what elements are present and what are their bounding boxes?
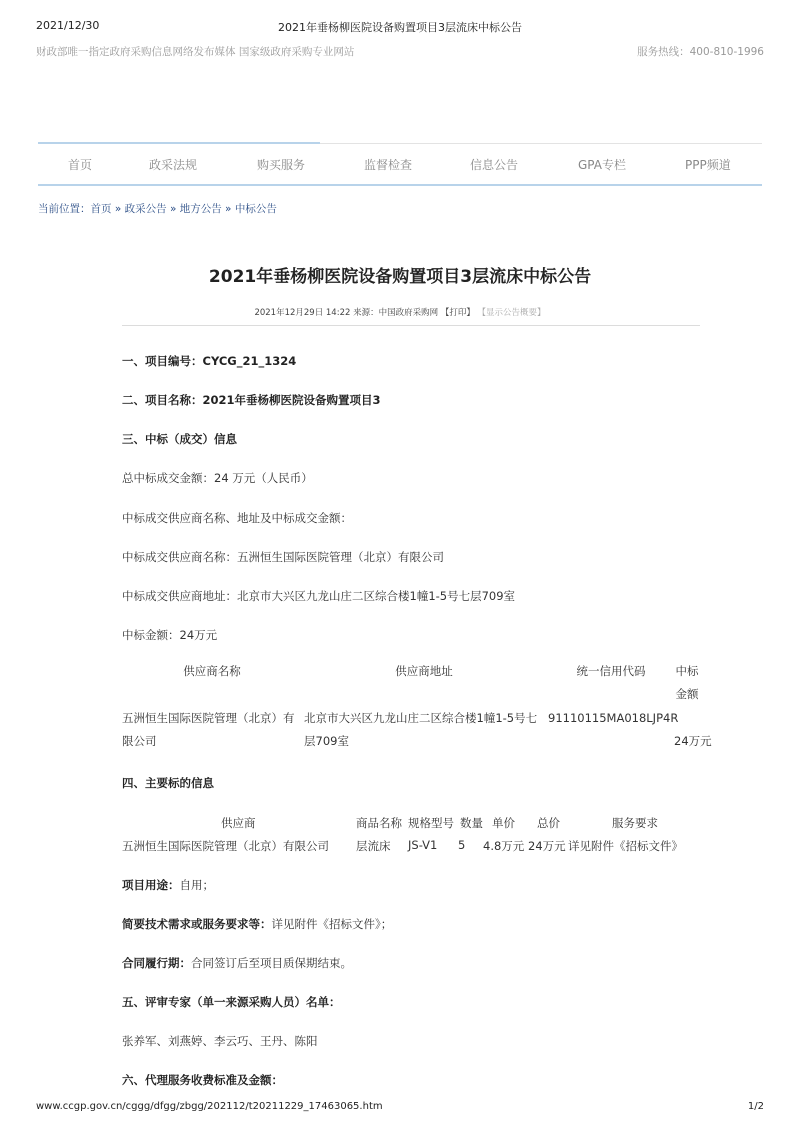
- table-cell: 层流床: [356, 839, 391, 853]
- table-cell: 4.8万元: [483, 839, 525, 853]
- table-header: 供应商名称: [183, 664, 241, 678]
- table-header: 商品名称: [356, 816, 402, 830]
- project-name: [122, 392, 381, 408]
- table-header: 单价: [492, 816, 515, 830]
- site-tagline: 财政部唯一指定政府采购信息网络发布媒体 国家级政府采购专业网站: [36, 46, 355, 58]
- show-summary-link[interactable]: 【显示公告概要】: [477, 308, 546, 318]
- table-header: 服务要求: [612, 816, 658, 830]
- project-number-label: 一、项目编号：: [122, 354, 203, 368]
- print-footer: [36, 1101, 764, 1112]
- total-amount: 总中标成交金额：24 万元（人民币）: [122, 471, 313, 485]
- table-cell: 5: [458, 838, 466, 852]
- article-title: 2021年垂杨柳医院设备购置项目3层流床中标公告: [208, 267, 592, 287]
- nav-item-announcements[interactable]: 信息公告: [470, 158, 519, 172]
- supplier-intro: 中标成交供应商名称、地址及中标成交金额：: [122, 511, 352, 525]
- table-header: 统一信用代码: [576, 664, 646, 678]
- project-number-value: CYCG_21_1324: [202, 354, 297, 368]
- contract-period: [122, 955, 352, 971]
- project-use-value: 自用；: [179, 878, 214, 892]
- section-award-info: 三、中标（成交）信息: [122, 432, 237, 446]
- publish-datetime: 2021年12月29日 14:22: [254, 308, 351, 318]
- contract-period-label: 合同履行期：: [122, 956, 191, 970]
- breadcrumb-link-award[interactable]: 中标公告: [234, 203, 277, 215]
- table-cell: 详见附件《招标文件》: [568, 839, 683, 853]
- article-meta: [0, 306, 800, 318]
- section-experts: 五、评审专家（单一来源采购人员）名单：: [122, 995, 341, 1009]
- nav-item-supervision[interactable]: 监督检查: [364, 158, 413, 172]
- tech-requirements: [122, 916, 392, 932]
- print-title: 2021年垂杨柳医院设备购置项目3层流床中标公告: [278, 21, 522, 34]
- project-use: [122, 877, 214, 893]
- page-number: 1/2: [747, 1101, 764, 1112]
- table-cell: 五洲恒生国际医院管理（北京）有限公司: [122, 839, 329, 853]
- project-name-value: 2021年垂杨柳医院设备购置项目3: [202, 393, 381, 407]
- tech-requirements-value: 详见附件《招标文件》；: [271, 917, 393, 931]
- table-header: 规格型号: [408, 816, 454, 830]
- main-nav: [38, 143, 762, 186]
- contract-period-value: 合同签订后至项目质保期结束。: [191, 956, 352, 970]
- table-cell: 五洲恒生国际医院管理（北京）有限公司: [122, 711, 295, 748]
- project-use-label: 项目用途：: [122, 878, 180, 892]
- breadcrumb-separator: »: [111, 203, 125, 215]
- print-date: 2021/12/30: [36, 19, 100, 32]
- table-cell: 24万元: [674, 734, 712, 748]
- breadcrumb-separator: »: [166, 203, 180, 215]
- page-url: www.ccgp.gov.cn/cggg/dfgg/zbgg/202112/t20211229_17463065.htm: [36, 1101, 383, 1112]
- table-cell: 北京市大兴区九龙山庄二区综合楼1幢1-5号七层709室: [304, 711, 538, 748]
- breadcrumb-link-home[interactable]: 首页: [90, 203, 112, 215]
- article-source: 来源：中国政府采购网: [353, 308, 439, 318]
- breadcrumb-prefix: 当前位置：: [38, 203, 91, 215]
- nav-item-gpa[interactable]: GPA专栏: [578, 158, 626, 172]
- table-cell: JS-V1: [408, 838, 438, 852]
- table-header: 供应商地址: [395, 664, 453, 678]
- title-divider: [122, 325, 700, 326]
- breadcrumb-separator: »: [221, 203, 235, 215]
- breadcrumb-link-local[interactable]: 地方公告: [179, 203, 222, 215]
- nav-accent-bar: [38, 142, 320, 144]
- nav-item-regulations[interactable]: 政采法规: [149, 158, 198, 172]
- table-header: 中标金额: [675, 664, 699, 701]
- table-header: 总价: [537, 816, 560, 830]
- supplier-name: 中标成交供应商名称：五洲恒生国际医院管理（北京）有限公司: [122, 550, 444, 564]
- table-cell: 91110115MA018LJP4R: [548, 711, 679, 725]
- breadcrumb-link-notices[interactable]: 政采公告: [124, 203, 167, 215]
- nav-item-ppp[interactable]: PPP频道: [685, 158, 731, 172]
- expert-list: 张养军、刘燕婷、李云巧、王丹、陈阳: [122, 1034, 318, 1048]
- supplier-address: 中标成交供应商地址：北京市大兴区九龙山庄二区综合楼1幢1-5号七层709室: [122, 589, 516, 603]
- award-amount: 中标金额：24万元: [122, 628, 218, 642]
- tech-requirements-label: 简要技术需求或服务要求等：: [122, 917, 272, 931]
- breadcrumb: [38, 201, 277, 216]
- section-agency-fee: 六、代理服务收费标准及金额：: [122, 1073, 283, 1087]
- nav-item-home[interactable]: 首页: [68, 158, 93, 172]
- table-header: 供应商: [221, 816, 256, 830]
- table-cell: 24万元: [528, 839, 566, 853]
- section-main-items: 四、主要标的信息: [122, 776, 214, 790]
- nav-item-purchase-services[interactable]: 购买服务: [257, 158, 306, 172]
- top-bar: [36, 44, 764, 59]
- project-name-label: 二、项目名称：: [122, 393, 203, 407]
- project-number: [122, 353, 296, 369]
- print-link[interactable]: 【打印】: [440, 308, 475, 318]
- service-hotline: 服务热线：400-810-1996: [637, 46, 764, 58]
- table-header: 数量: [460, 816, 483, 830]
